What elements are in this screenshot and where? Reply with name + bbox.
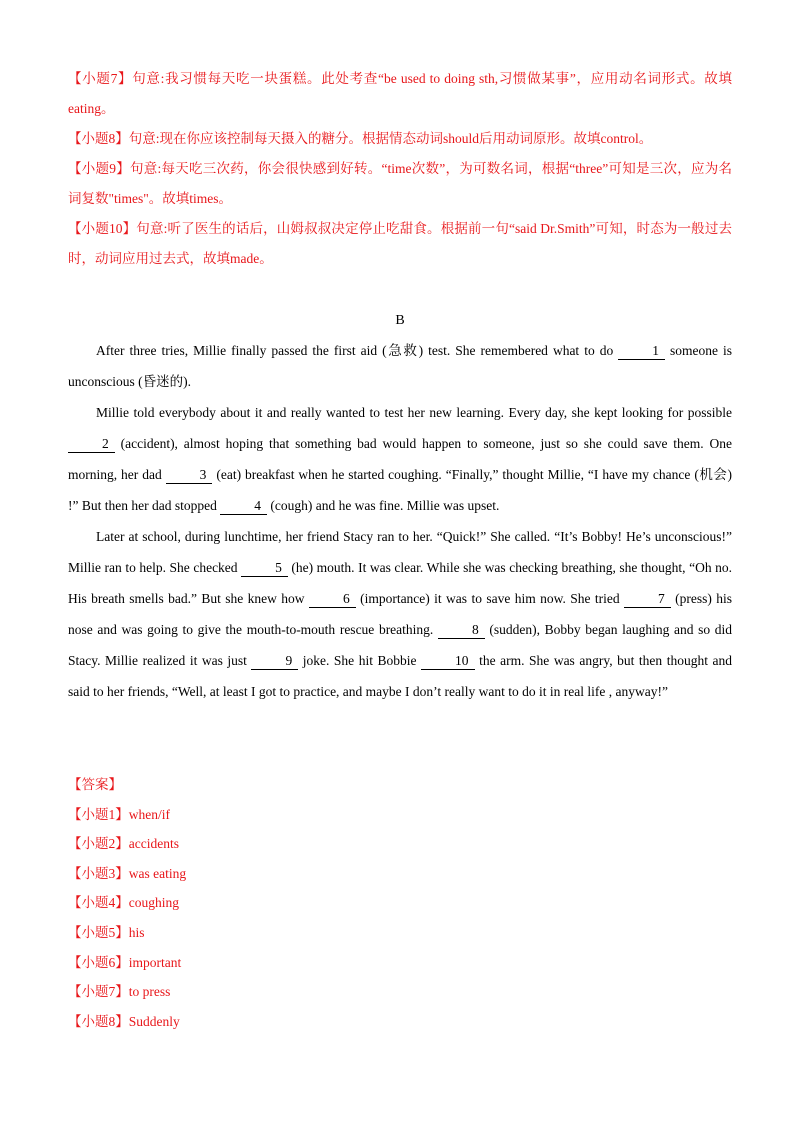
answer-item (68, 829, 732, 859)
question-label: 【小题10】 (68, 221, 137, 236)
answer-value: was eating (128, 865, 187, 881)
question-label: 【小题8】 (68, 131, 129, 146)
blank-9: 9 (251, 652, 298, 670)
blank-10: 10 (421, 652, 475, 670)
answer-item (68, 859, 732, 889)
answer-value: to press (128, 984, 171, 1000)
answer-item (68, 800, 732, 830)
blank-1: 1 (618, 342, 665, 360)
passage-text: (cough) and he was fine. Millie was upset. (266, 498, 500, 513)
answer-label: 【小题5】 (68, 924, 129, 940)
explanation-item (68, 124, 732, 154)
question-label: 【小题9】 (68, 161, 131, 176)
question-label: 【小题7】 (68, 71, 133, 86)
explanation-text: 句意:听了医生的话后，山姆叔叔决定停止吃甜食。根据前一句“said Dr.Smith”可知，时态为一般过去时，动词应用过去式，故填made。 (68, 221, 732, 266)
answer-item (68, 977, 732, 1007)
passage-text: Millie told everybody about it and really wanted to test her new learning. Every day, she kept looking for possible (96, 405, 732, 420)
explanation-text: 句意:每天吃三次药，你会很快感到好转。“time次数”，为可数名词，根据“three”可知是三次，应为名词复数"times"。故填times。 (68, 161, 732, 206)
answer-value: important (128, 954, 182, 970)
reading-passage (68, 335, 732, 707)
answer-item (68, 918, 732, 948)
blank-5: 5 (241, 559, 288, 577)
answer-label: 【小题7】 (68, 984, 129, 1000)
answer-value: when/if (128, 806, 170, 822)
passage-text: (importance) it was to save him now. She tried (355, 591, 624, 606)
passage-text: (sudden), Bobby began laughing and so did Stacy. Millie realized it was just (68, 622, 732, 668)
answer-value: Suddenly (128, 1013, 180, 1029)
answer-heading: 【答案】 (68, 777, 122, 792)
answer-section (68, 770, 732, 1036)
explanation-block (68, 64, 732, 274)
explanation-item (68, 154, 732, 214)
passage-text: the arm. She was angry, but then thought and said to her friends, “Well, at least I got to practice, and maybe I don’t really want to do it in real life , anyway!” (68, 653, 732, 699)
answer-value: accidents (128, 836, 179, 852)
explanation-item (68, 64, 732, 124)
passage-paragraph (68, 397, 732, 521)
passage-text: Later at school, during lunchtime, her friend Stacy ran to her. “Quick!” She called. “It’s Bobby! He’s unconscious!” Millie ran to help. She checked (68, 529, 732, 575)
passage-text: (press) his nose and was going to give the mouth-to-mouth rescue breathing. (68, 591, 732, 637)
passage-text: After three tries, Millie finally passed the first aid (急救) test. She remembered what to do (96, 343, 619, 358)
passage-paragraph (68, 521, 732, 707)
answer-label: 【小题2】 (68, 836, 129, 852)
explanation-text: 句意:我习惯每天吃一块蛋糕。此处考查“be used to doing sth,习惯做某事”，应用动名词形式。故填eating。 (68, 71, 732, 116)
answer-item (68, 948, 732, 978)
blank-2: 2 (68, 435, 115, 453)
blank-6: 6 (309, 590, 356, 608)
passage-text: (he) mouth. It was clear. While she was checking breathing, she thought, “Oh no. His breath smells bad.” But she knew how (68, 560, 732, 606)
passage-text: joke. She hit Bobbie (298, 653, 422, 668)
blank-7: 7 (624, 590, 671, 608)
passage-paragraph (68, 335, 732, 397)
passage-text: (accident), almost hoping that something bad would happen to someone, just so she could save them. One morning, her dad (68, 436, 732, 482)
passage-text: (eat) breakfast when he started coughing. “Finally,” thought Millie, “I have my chance (机会) !” But then her dad stopped (68, 467, 732, 513)
answer-label: 【小题8】 (68, 1013, 129, 1029)
blank-4: 4 (220, 497, 267, 515)
answer-label: 【小题3】 (68, 865, 129, 881)
explanation-text: 句意:现在你应该控制每天摄入的糖分。根据情态动词should后用动词原形。故填control。 (128, 131, 653, 146)
answer-item (68, 1007, 732, 1037)
answer-value: coughing (128, 895, 179, 911)
answer-item (68, 888, 732, 918)
blank-3: 3 (166, 466, 213, 484)
answer-value: his (128, 924, 145, 940)
answer-label: 【小题6】 (68, 954, 129, 970)
answer-label: 【小题4】 (68, 895, 129, 911)
passage-text: someone is unconscious (昏迷的). (68, 343, 733, 389)
section-title: B (395, 313, 405, 328)
answer-label: 【小题1】 (68, 806, 129, 822)
blank-8: 8 (438, 621, 485, 639)
explanation-item (68, 214, 732, 274)
